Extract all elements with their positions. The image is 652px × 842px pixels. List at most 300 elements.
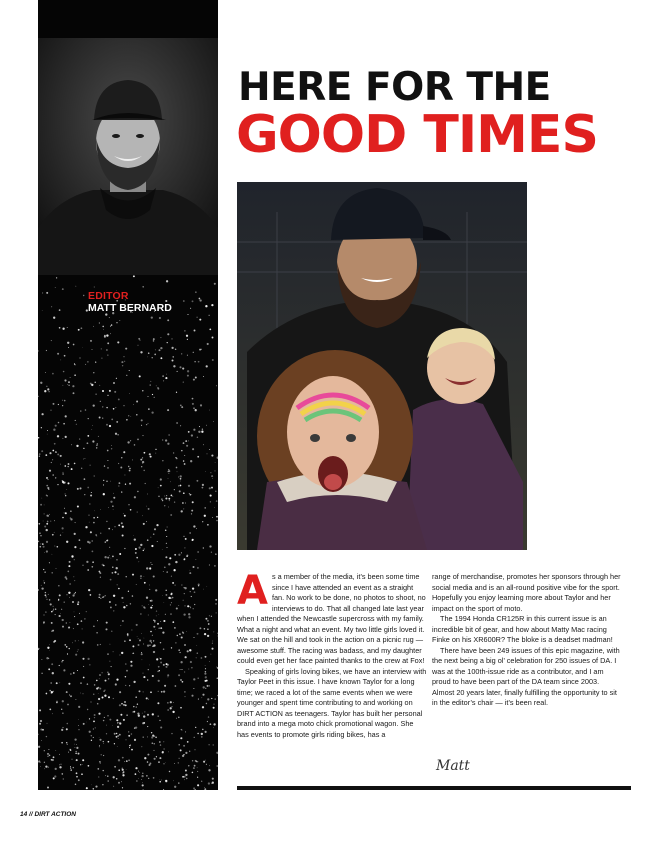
speckle-dot: [169, 498, 170, 499]
speckle-dot: [141, 775, 143, 777]
speckle-dot: [46, 541, 48, 543]
speckle-dot: [158, 715, 159, 716]
speckle-dot: [172, 360, 174, 362]
speckle-dot: [123, 704, 125, 706]
speckle-dot: [161, 780, 162, 781]
speckle-dot: [176, 607, 178, 609]
speckle-dot: [167, 547, 168, 548]
speckle-dot: [185, 731, 186, 732]
speckle-dot: [41, 450, 43, 452]
speckle-dot: [185, 770, 187, 772]
speckle-dot: [99, 761, 101, 763]
speckle-dot: [46, 386, 47, 387]
speckle-dot: [130, 440, 131, 441]
speckle-dot: [64, 512, 65, 513]
speckle-dot: [207, 586, 208, 587]
speckle-dot: [216, 612, 217, 613]
speckle-dot: [76, 424, 77, 425]
speckle-dot: [180, 405, 182, 407]
speckle-dot: [72, 594, 74, 596]
speckle-dot: [142, 783, 143, 784]
speckle-dot: [153, 340, 155, 342]
speckle-dot: [150, 384, 151, 385]
speckle-dot: [93, 694, 94, 695]
speckle-dot: [194, 765, 196, 767]
speckle-dot: [73, 576, 74, 577]
speckle-dot: [79, 357, 80, 358]
speckle-dot: [152, 564, 153, 565]
speckle-dot: [187, 605, 189, 607]
speckle-dot: [153, 575, 155, 577]
editor-portrait: [38, 38, 218, 275]
speckle-dot: [208, 623, 210, 625]
speckle-dot: [216, 667, 217, 668]
speckle-dot: [149, 567, 151, 569]
speckle-dot: [121, 781, 122, 782]
speckle-dot: [178, 762, 179, 763]
speckle-dot: [103, 493, 105, 495]
speckle-dot: [79, 439, 80, 440]
speckle-dot: [80, 410, 81, 411]
speckle-dot: [153, 338, 155, 340]
speckle-dot: [52, 630, 54, 632]
speckle-dot: [170, 598, 171, 599]
speckle-dot: [85, 364, 86, 365]
speckle-dot: [163, 648, 165, 650]
speckle-dot: [165, 762, 166, 763]
speckle-dot: [53, 641, 55, 643]
speckle-dot: [70, 622, 71, 623]
speckle-dot: [71, 759, 72, 760]
speckle-dot: [74, 612, 75, 613]
speckle-dot: [59, 682, 60, 683]
speckle-dot: [105, 595, 106, 596]
speckle-dot: [163, 741, 164, 742]
speckle-dot: [86, 722, 87, 723]
speckle-dot: [106, 540, 107, 541]
speckle-dot: [138, 638, 139, 639]
speckle-dot: [120, 714, 122, 716]
speckle-dot: [209, 545, 211, 547]
speckle-dot: [112, 725, 113, 726]
speckle-dot: [197, 771, 198, 772]
speckle-dot: [127, 633, 129, 635]
speckle-dot: [103, 755, 104, 756]
speckle-dot: [143, 715, 145, 717]
speckle-dot: [184, 587, 185, 588]
speckle-dot: [92, 425, 93, 426]
speckle-dot: [169, 473, 170, 474]
speckle-dot: [144, 711, 145, 712]
speckle-dot: [139, 772, 140, 773]
speckle-dot: [212, 337, 214, 339]
speckle-dot: [173, 780, 174, 781]
speckle-dot: [140, 340, 141, 341]
speckle-dot: [116, 778, 118, 780]
speckle-dot: [196, 528, 197, 529]
speckle-dot: [212, 359, 214, 361]
speckle-dot: [146, 597, 148, 599]
speckle-dot: [191, 513, 192, 514]
speckle-dot: [181, 353, 182, 354]
speckle-dot: [83, 723, 85, 725]
speckle-dot: [142, 461, 144, 463]
speckle-dot: [130, 416, 131, 417]
speckle-dot: [212, 643, 213, 644]
speckle-dot: [53, 691, 54, 692]
speckle-dot: [149, 640, 151, 642]
speckle-dot: [176, 467, 178, 469]
speckle-dot: [131, 749, 133, 751]
speckle-dot: [202, 729, 204, 731]
speckle-dot: [211, 552, 212, 553]
speckle-dot: [93, 522, 95, 524]
speckle-dot: [78, 706, 80, 708]
speckle-dot: [134, 496, 136, 498]
speckle-dot: [190, 607, 191, 608]
speckle-dot: [193, 688, 194, 689]
speckle-dot: [170, 593, 172, 595]
speckle-dot: [63, 472, 64, 473]
speckle-dot: [163, 691, 165, 693]
speckle-dot: [193, 678, 195, 680]
speckle-dot: [38, 648, 40, 650]
speckle-dot: [96, 632, 98, 634]
speckle-dot: [56, 568, 57, 569]
speckle-dot: [103, 743, 104, 744]
speckle-dot: [47, 434, 48, 435]
speckle-dot: [106, 725, 107, 726]
speckle-dot: [182, 502, 184, 504]
speckle-dot: [111, 418, 113, 420]
page-folio: 14 // DIRT ACTION: [20, 811, 76, 818]
speckle-dot: [190, 308, 191, 309]
speckle-dot: [112, 529, 113, 530]
speckle-dot: [154, 750, 155, 751]
speckle-dot: [75, 751, 77, 753]
speckle-dot: [148, 508, 150, 510]
speckle-dot: [118, 398, 120, 400]
speckle-dot: [160, 662, 162, 664]
speckle-dot: [98, 436, 99, 437]
speckle-dot: [147, 644, 149, 646]
speckle-dot: [51, 462, 52, 463]
speckle-dot: [84, 478, 86, 480]
speckle-dot: [202, 694, 204, 696]
speckle-dot: [99, 674, 101, 676]
editor-portrait-illustration: [38, 38, 218, 275]
speckle-dot: [196, 761, 198, 763]
speckle-dot: [44, 552, 45, 553]
speckle-dot: [116, 559, 118, 561]
speckle-dot: [93, 720, 95, 722]
speckle-dot: [76, 445, 78, 447]
speckle-dot: [162, 595, 163, 596]
speckle-dot: [217, 765, 218, 766]
speckle-dot: [124, 474, 125, 475]
family-photo: [237, 182, 527, 550]
speckle-dot: [62, 619, 64, 621]
speckle-dot: [209, 661, 210, 662]
speckle-dot: [192, 539, 194, 541]
speckle-dot: [44, 505, 45, 506]
speckle-dot: [183, 442, 185, 444]
speckle-dot: [152, 713, 154, 715]
speckle-dot: [204, 515, 206, 517]
speckle-dot: [98, 777, 99, 778]
speckle-dot: [213, 744, 214, 745]
speckle-dot: [216, 520, 218, 522]
speckle-dot: [178, 717, 180, 719]
speckle-dot: [193, 352, 194, 353]
speckle-dot: [143, 644, 144, 645]
speckle-dot: [43, 546, 45, 548]
speckle-dot: [168, 434, 169, 435]
speckle-dot: [151, 316, 153, 318]
speckle-dot: [75, 592, 76, 593]
speckle-dot: [187, 339, 188, 340]
speckle-dot: [113, 493, 114, 494]
speckle-dot: [133, 706, 134, 707]
speckle-dot: [53, 403, 55, 405]
speckle-dot: [90, 465, 91, 466]
speckle-dot: [151, 411, 153, 413]
speckle-dot: [94, 714, 96, 716]
speckle-dot: [80, 682, 82, 684]
speckle-dot: [214, 565, 216, 567]
speckle-dot: [47, 723, 48, 724]
speckle-dot: [117, 746, 118, 747]
speckle-dot: [100, 509, 101, 510]
speckle-dot: [135, 767, 137, 769]
speckle-dot: [207, 721, 208, 722]
speckle-dot: [70, 673, 71, 674]
speckle-dot: [197, 784, 199, 786]
speckle-dot: [171, 576, 172, 577]
speckle-dot: [162, 751, 164, 753]
speckle-dot: [160, 621, 161, 622]
speckle-dot: [121, 522, 123, 524]
speckle-dot: [68, 463, 70, 465]
speckle-dot: [147, 736, 148, 737]
speckle-dot: [52, 713, 53, 714]
speckle-dot: [143, 523, 145, 525]
speckle-dot: [146, 697, 148, 699]
speckle-dot: [46, 477, 48, 479]
speckle-dot: [171, 495, 173, 497]
speckle-dot: [160, 744, 161, 745]
speckle-dot: [106, 521, 107, 522]
speckle-dot: [153, 619, 154, 620]
speckle-dot: [109, 390, 111, 392]
speckle-dot: [197, 551, 198, 552]
speckle-dot: [43, 614, 44, 615]
speckle-dot: [41, 585, 42, 586]
speckle-dot: [47, 430, 48, 431]
speckle-dot: [98, 597, 99, 598]
speckle-dot: [67, 384, 68, 385]
speckle-dot: [69, 561, 71, 563]
speckle-dot: [173, 365, 175, 367]
speckle-dot: [215, 553, 216, 554]
speckle-dot: [114, 526, 115, 527]
speckle-dot: [140, 459, 142, 461]
speckle-dot: [66, 646, 68, 648]
speckle-dot: [97, 443, 98, 444]
speckle-dot: [212, 782, 214, 784]
speckle-dot: [130, 744, 131, 745]
speckle-dot: [167, 527, 168, 528]
speckle-dot: [87, 435, 89, 437]
speckle-dot: [172, 597, 174, 599]
speckle-dot: [121, 361, 123, 363]
speckle-dot: [91, 740, 92, 741]
speckle-dot: [47, 756, 48, 757]
speckle-dot: [58, 422, 60, 424]
speckle-dot: [117, 573, 119, 575]
speckle-dot: [38, 396, 39, 397]
speckle-dot: [82, 641, 84, 643]
speckle-dot: [121, 703, 123, 705]
speckle-dot: [38, 589, 39, 591]
speckle-dot: [84, 618, 85, 619]
speckle-dot: [113, 610, 114, 611]
speckle-dot: [139, 547, 141, 549]
speckle-dot: [78, 329, 80, 331]
speckle-dot: [142, 713, 143, 714]
speckle-dot: [189, 493, 190, 494]
speckle-dot: [87, 361, 88, 362]
speckle-dot: [159, 317, 161, 319]
speckle-dot: [210, 723, 212, 725]
speckle-dot: [66, 742, 67, 743]
speckle-dot: [169, 557, 171, 559]
speckle-dot: [171, 602, 172, 603]
speckle-dot: [72, 385, 74, 387]
speckle-dot: [193, 407, 195, 409]
speckle-dot: [44, 582, 45, 583]
speckle-dot: [65, 495, 66, 496]
speckle-dot: [160, 478, 162, 480]
speckle-dot: [75, 699, 76, 700]
speckle-dot: [185, 656, 187, 658]
speckle-dot: [76, 747, 78, 749]
speckle-dot: [187, 741, 189, 743]
speckle-dot: [89, 664, 90, 665]
speckle-dot: [115, 407, 116, 408]
speckle-dot: [53, 317, 55, 319]
article-paragraph: There have been 249 issues of this epic magazine, with the next being a big ol’ celebration for 250 issues of DA. I was at the 100th-issue ride as a contributor, and I am proud to have been part of the DA team since 2003. Almost 20 years later, finally fulfilling the opportunity to sit in the editor’s chair — it’s been real.: [432, 645, 620, 707]
speckle-dot: [188, 613, 190, 615]
speckle-dot: [153, 640, 154, 641]
signature: Matt: [436, 758, 470, 774]
speckle-dot: [80, 548, 81, 549]
speckle-dot: [51, 306, 52, 307]
speckle-dot: [52, 672, 54, 674]
speckle-dot: [122, 365, 123, 366]
speckle-dot: [113, 382, 115, 384]
speckle-dot: [167, 702, 168, 703]
speckle-dot: [95, 534, 96, 535]
speckle-dot: [191, 434, 193, 436]
speckle-dot: [141, 419, 143, 421]
speckle-dot: [110, 326, 111, 327]
speckle-dot: [160, 337, 161, 338]
speckle-dot: [85, 526, 87, 528]
speckle-dot: [126, 740, 127, 741]
speckle-dot: [119, 734, 121, 736]
speckle-dot: [165, 666, 167, 668]
speckle-dot: [74, 744, 75, 745]
speckle-dot: [52, 534, 54, 536]
speckle-dot: [157, 671, 159, 673]
speckle-dot: [129, 483, 131, 485]
speckle-dot: [192, 501, 194, 503]
speckle-dot: [70, 769, 71, 770]
speckle-dot: [152, 742, 153, 743]
speckle-dot: [177, 635, 178, 636]
speckle-dot: [147, 357, 148, 358]
speckle-dot: [114, 743, 115, 744]
speckle-dot: [41, 543, 42, 544]
speckle-dot: [139, 639, 141, 641]
speckle-dot: [216, 500, 218, 502]
speckle-dot: [135, 548, 137, 550]
speckle-dot: [67, 342, 69, 344]
speckle-dot: [55, 608, 57, 610]
speckle-dot: [179, 366, 181, 368]
speckle-dot: [59, 766, 61, 768]
speckle-dot: [119, 704, 121, 706]
speckle-dot: [159, 658, 160, 659]
speckle-dot: [204, 680, 206, 682]
speckle-dot: [96, 444, 98, 446]
speckle-dot: [126, 419, 128, 421]
speckle-dot: [152, 635, 153, 636]
speckle-dot: [118, 782, 120, 784]
speckle-dot: [81, 620, 83, 622]
speckle-dot: [47, 388, 49, 390]
speckle-dot: [215, 698, 216, 699]
speckle-dot: [74, 463, 76, 465]
speckle-dot: [50, 410, 51, 411]
speckle-dot: [184, 691, 185, 692]
speckle-dot: [207, 685, 209, 687]
speckle-dot: [163, 380, 164, 381]
speckle-dot: [49, 562, 50, 563]
speckle-dot: [195, 377, 197, 379]
speckle-dot: [62, 700, 64, 702]
speckle-dot: [178, 744, 180, 746]
speckle-dot: [160, 658, 162, 660]
speckle-dot: [166, 571, 168, 573]
article-paragraph: s a member of the media, it’s been some time since I have attended an event as a straight fan. No work to be done, no photos to shoot, no interviews to do. That all changed late last year when I attended the Newcastle supercross with my family. What a night and what an event. My two little girls loved it. We sat on the hill and took in the action on a picnic rug — awesome stuff. The racing was badass, and my daughter could even get her face painted thanks to the crew at Fox!: [237, 572, 426, 665]
speckle-dot: [102, 418, 103, 419]
speckle-dot: [147, 539, 149, 541]
speckle-dot: [208, 716, 209, 717]
speckle-dot: [176, 392, 177, 393]
speckle-dot: [174, 786, 176, 788]
speckle-dot: [159, 349, 161, 351]
speckle-dot: [165, 594, 167, 596]
speckle-dot: [45, 611, 46, 612]
speckle-dot: [194, 330, 196, 332]
speckle-dot: [106, 622, 108, 624]
speckle-dot: [202, 521, 203, 522]
speckle-dot: [207, 698, 209, 700]
article-column-1: [237, 572, 427, 784]
speckle-dot: [149, 665, 150, 666]
